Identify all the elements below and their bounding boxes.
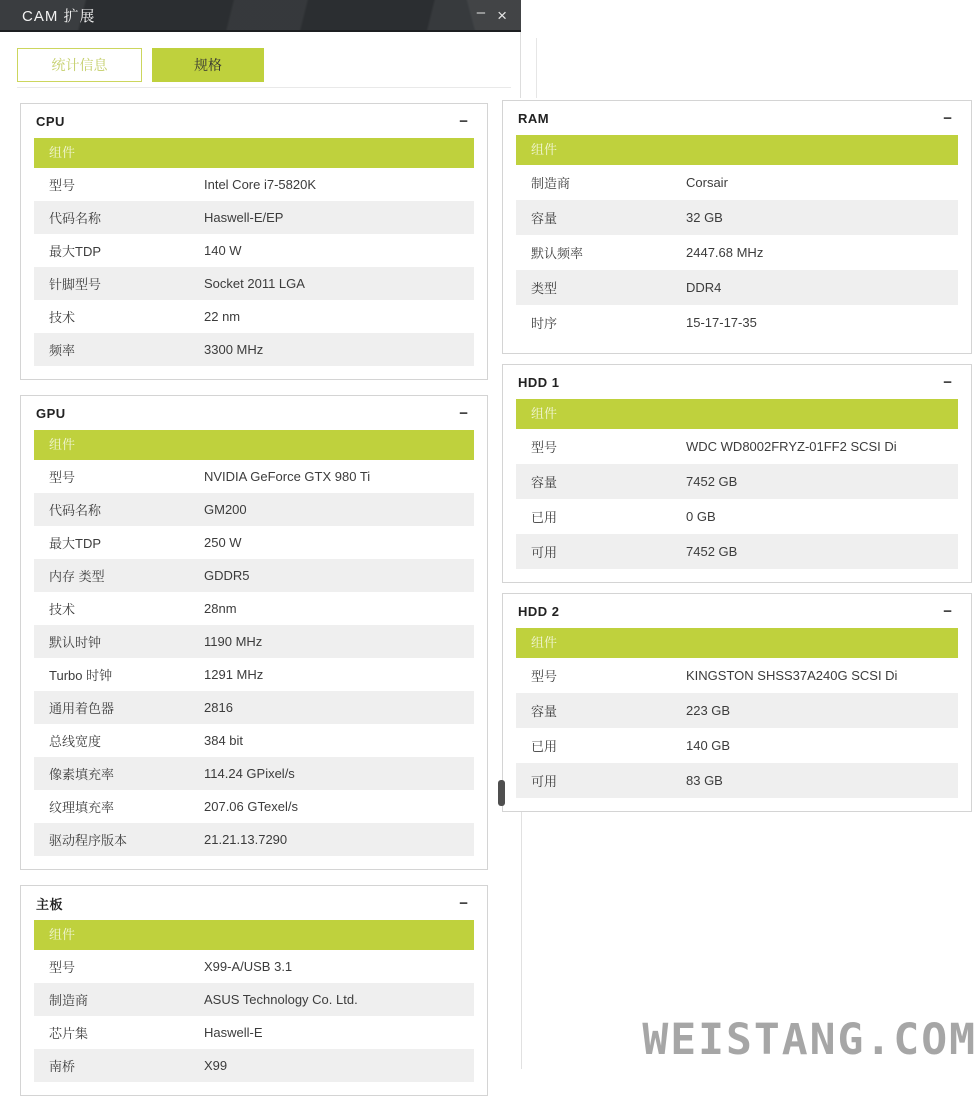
spec-row [34, 460, 474, 493]
spec-value: X99-A/USB 3.1 [204, 959, 293, 974]
spec-row [516, 464, 958, 499]
spec-label: 总线宽度 [49, 734, 102, 749]
spec-label: 最大TDP [49, 536, 102, 551]
spec-row [34, 983, 474, 1016]
collapse-button[interactable]: − [943, 109, 952, 127]
component-header-row: 组件 [34, 920, 474, 950]
spec-label: 技术 [49, 310, 76, 325]
spec-label: 型号 [531, 669, 558, 684]
spec-row [34, 592, 474, 625]
spec-row [516, 693, 958, 728]
collapse-button[interactable]: − [459, 894, 468, 912]
spec-label: 内存 类型 [49, 569, 105, 584]
spec-value: NVIDIA GeForce GTX 980 Ti [204, 469, 371, 484]
spec-label: 类型 [531, 281, 558, 296]
spec-label: 针脚型号 [49, 277, 102, 292]
component-header-row: 组件 [34, 138, 474, 168]
spec-value: WDC WD8002FRYZ-01FF2 SCSI Di [686, 439, 897, 454]
spec-row [516, 165, 958, 200]
spec-row [34, 267, 474, 300]
spec-table [516, 628, 958, 798]
spec-row [34, 823, 474, 856]
spec-value: 15-17-17-35 [686, 315, 757, 330]
component-header-row: 组件 [516, 135, 958, 165]
spec-value: ASUS Technology Co. Ltd. [204, 992, 358, 1007]
spec-row [34, 1049, 474, 1082]
spec-value: 250 W [204, 535, 242, 550]
scrollbar-thumb[interactable] [498, 780, 505, 806]
spec-label: 制造商 [531, 176, 571, 191]
spec-label: 时序 [531, 316, 558, 331]
spec-value: GM200 [204, 502, 247, 517]
spec-row [34, 234, 474, 267]
card-title: 主板 [36, 896, 64, 912]
spec-label: Turbo 时钟 [49, 668, 113, 683]
card-title: CPU [36, 113, 65, 129]
spec-value: 207.06 GTexel/s [204, 799, 298, 814]
spec-row [34, 658, 474, 691]
spec-row [516, 499, 958, 534]
spec-table [34, 920, 474, 1082]
spec-row [516, 200, 958, 235]
spec-row [34, 691, 474, 724]
spec-value: X99 [204, 1058, 228, 1073]
spec-row [516, 728, 958, 763]
spec-row [516, 658, 958, 693]
card-header [516, 594, 958, 628]
spec-value: 1291 MHz [204, 667, 264, 682]
component-header-row: 组件 [34, 430, 474, 460]
card-header [34, 886, 474, 920]
spec-label: 南桥 [49, 1059, 76, 1074]
card-gpu [20, 395, 488, 870]
spec-label: 芯片集 [49, 1026, 89, 1041]
tab-specs[interactable]: 规格 [152, 48, 264, 82]
spec-row [516, 534, 958, 569]
card-title: HDD 2 [518, 603, 560, 619]
card-motherboard [20, 885, 488, 1096]
spec-label: 技术 [49, 602, 76, 617]
spec-value: 28nm [204, 601, 237, 616]
spec-label: 默认时钟 [49, 635, 102, 650]
spec-label: 型号 [49, 960, 76, 975]
spec-label: 代码名称 [49, 503, 102, 518]
tab-statistics[interactable]: 统计信息 [17, 48, 142, 82]
spec-label: 代码名称 [49, 211, 102, 226]
spec-label: 已用 [531, 739, 558, 754]
spec-label: 可用 [531, 774, 558, 789]
card-header [516, 365, 958, 399]
spec-row [34, 493, 474, 526]
collapse-button[interactable]: − [943, 373, 952, 391]
spec-value: 2447.68 MHz [686, 245, 764, 260]
spec-value: 0 GB [686, 509, 716, 524]
spec-value: Intel Core i7-5820K [204, 177, 317, 192]
spec-row [34, 300, 474, 333]
spec-label: 型号 [531, 440, 558, 455]
titlebar [0, 0, 521, 32]
spec-value: 384 bit [204, 733, 244, 748]
spec-row [516, 429, 958, 464]
content-edge-divider [521, 779, 522, 1069]
spec-row [34, 790, 474, 823]
window-edge-divider [520, 32, 521, 98]
spec-value: 32 GB [686, 210, 723, 225]
spec-label: 驱动程序版本 [49, 833, 128, 848]
spec-row [516, 305, 958, 340]
card-ram [502, 100, 972, 354]
card-title: GPU [36, 405, 66, 421]
spec-label: 容量 [531, 704, 558, 719]
spec-label: 型号 [49, 178, 76, 193]
component-header-row: 组件 [516, 628, 958, 658]
spec-label: 像素填充率 [49, 767, 115, 782]
spec-label: 容量 [531, 475, 558, 490]
spec-row [34, 950, 474, 983]
close-button[interactable]: × [497, 5, 507, 25]
spec-value: Haswell-E/EP [204, 210, 284, 225]
card-title: RAM [518, 110, 550, 126]
spec-value: 1190 MHz [204, 634, 263, 649]
spec-row [34, 559, 474, 592]
collapse-button[interactable]: − [459, 404, 468, 422]
spec-value: GDDR5 [204, 568, 250, 583]
spec-label: 制造商 [49, 993, 89, 1008]
spec-row [516, 763, 958, 798]
spec-label: 通用着色器 [49, 701, 115, 716]
spec-label: 可用 [531, 545, 558, 560]
spec-table [516, 399, 958, 569]
collapse-button[interactable]: − [459, 112, 468, 130]
spec-row [34, 724, 474, 757]
spec-value: 140 GB [686, 738, 731, 753]
spec-row [34, 625, 474, 658]
spec-value: KINGSTON SHSS37A240G SCSI Di [686, 668, 898, 683]
spec-table [34, 430, 474, 856]
spec-value: 223 GB [686, 703, 731, 718]
spec-row [34, 201, 474, 234]
spec-value: 21.21.13.7290 [204, 832, 288, 847]
spec-label: 默认频率 [531, 246, 584, 261]
watermark: WEISTANG.COM [642, 1015, 977, 1065]
spec-row [34, 168, 474, 201]
card-title: HDD 1 [518, 374, 560, 390]
spec-value: 7452 GB [686, 544, 738, 559]
spec-row [34, 757, 474, 790]
spec-label: 型号 [49, 470, 76, 485]
spec-row [516, 235, 958, 270]
spec-label: 频率 [49, 343, 76, 358]
component-header-row: 组件 [516, 399, 958, 429]
card-hdd1 [502, 364, 972, 583]
spec-row [34, 526, 474, 559]
spec-value: 83 GB [686, 773, 723, 788]
spec-value: 2816 [204, 700, 233, 715]
spec-value: Socket 2011 LGA [204, 276, 305, 291]
spec-label: 纹理填充率 [49, 800, 115, 815]
card-cpu [20, 103, 488, 380]
left-column [20, 103, 488, 1111]
spec-value: 7452 GB [686, 474, 738, 489]
spec-label: 已用 [531, 510, 558, 525]
spec-table [34, 138, 474, 366]
spec-value: 114.24 GPixel/s [204, 766, 295, 781]
spec-row [34, 1016, 474, 1049]
tab-bar [17, 48, 264, 82]
right-column [502, 100, 972, 822]
tabs-underline [17, 87, 511, 88]
panel-edge-divider [536, 38, 537, 98]
card-header [34, 396, 474, 430]
card-header [516, 101, 958, 135]
spec-table [516, 135, 958, 340]
card-hdd2 [502, 593, 972, 812]
spec-value: Corsair [686, 175, 728, 190]
spec-value: 140 W [204, 243, 242, 258]
spec-value: 3300 MHz [204, 342, 264, 357]
spec-value: Haswell-E [204, 1025, 263, 1040]
minimize-button[interactable]: – [476, 3, 486, 21]
spec-value: DDR4 [686, 280, 722, 295]
card-header [34, 104, 474, 138]
window-title: CAM 扩展 [22, 7, 96, 25]
spec-label: 容量 [531, 211, 558, 226]
spec-row [34, 333, 474, 366]
spec-row [516, 270, 958, 305]
collapse-button[interactable]: − [943, 602, 952, 620]
spec-label: 最大TDP [49, 244, 102, 259]
spec-value: 22 nm [204, 309, 241, 324]
